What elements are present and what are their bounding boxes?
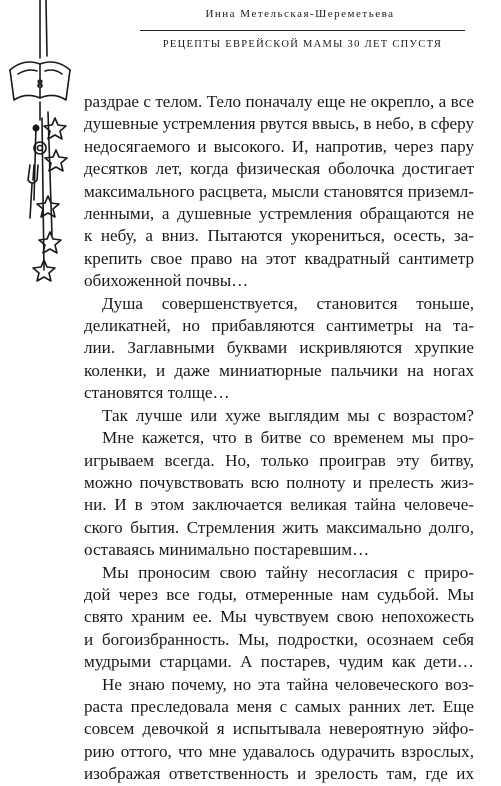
text-line: к небу, а вниз. Пытаются укорениться, осесть, за-: [84, 226, 474, 246]
text-line: становятся толще…: [84, 383, 230, 403]
text-line: ни. И в этом заключается великая тайна человече-: [84, 495, 474, 515]
header-rule: [140, 30, 465, 31]
text-line: Не знаю почему, но эта тайна человеческого воз-: [102, 674, 474, 694]
text-line: лии. Заглавными буквами искривляются хрупкие: [84, 338, 474, 358]
bead-icon: [33, 125, 40, 132]
text-line: изображая ответственность и зрелость там, где их: [84, 764, 474, 784]
text-line: оставаясь минимально постаревшим…: [84, 540, 370, 560]
text-line: игрываем всегда. Но, только проиграв эту битву,: [84, 450, 474, 470]
running-header-author: Инна Метельская-Шереметьева: [205, 8, 395, 20]
text-line: и богоизбранность. Мы, подростки, осознаем себя: [84, 629, 474, 649]
text-line: недосягаемого и высокого. И, напротив, через пару: [84, 136, 474, 156]
text-line: можно почувствовать всю полноту и прелесть жиз-: [84, 472, 474, 492]
star-icon: [37, 196, 59, 217]
body-text: [84, 91, 474, 786]
text-line: дой через все годы, отмеренные нам судьбой. Мы: [84, 584, 474, 604]
fork-icon: [28, 165, 38, 218]
page-number: 8: [36, 76, 44, 91]
text-line: свято храним ее. Мы чувствуем свою непохожесть: [84, 607, 474, 627]
star-icon: [44, 118, 66, 139]
text-line: деликатней, но прибавляются сантиметры на та-: [84, 316, 474, 336]
running-header-title: РЕЦЕПТЫ ЕВРЕЙСКОЙ МАМЫ 30 ЛЕТ СПУСТЯ: [162, 39, 443, 50]
text-line: совсем девочкой я испытывала невероятную эйфо-: [84, 719, 474, 739]
star-icon: [39, 232, 61, 253]
decorative-ornament: [0, 0, 80, 300]
text-line: раста преследовала меня с самых ранних лет. Еще: [84, 696, 474, 716]
text-line: максимального расцвета, мысли становятся приземл-: [84, 181, 474, 201]
text-line: Мне кажется, что в битве со временем мы про-: [102, 428, 474, 448]
string-icon: [46, 0, 47, 56]
text-line: ленными, а душевные устремления обращаются не: [84, 204, 474, 224]
text-line: душевные устремления рвутся ввысь, в небо, в сферу: [84, 114, 474, 134]
text-line: коленки, и даже миниатюрные пальчики на ногах: [84, 360, 474, 380]
text-line: раздрае с телом. Тело поначалу еще не окрепло, а все: [84, 92, 474, 111]
text-line: рию оттого, что мне удавалось одурачить взрослых,: [84, 741, 474, 761]
text-line: мудрыми старцами. А постарев, чудим как дети…: [84, 652, 474, 672]
text-line: десятков лет, когда физическая оболочка достигает: [84, 159, 474, 179]
star-icon: [45, 150, 67, 171]
text-line: Душа совершенствуется, становится тоньше,: [102, 293, 474, 313]
text-line: Мы проносим свою тайну несогласия с приро-: [102, 562, 474, 582]
text-line: ского бытия. Стремления жить максимально долго,: [84, 517, 474, 537]
text-line: крепить свое право на этот квадратный сантиметр: [84, 248, 474, 268]
text-line: Так лучше или хуже выглядим мы с возрастом?: [102, 405, 474, 425]
text-line: обихоженной почвы…: [84, 271, 249, 291]
